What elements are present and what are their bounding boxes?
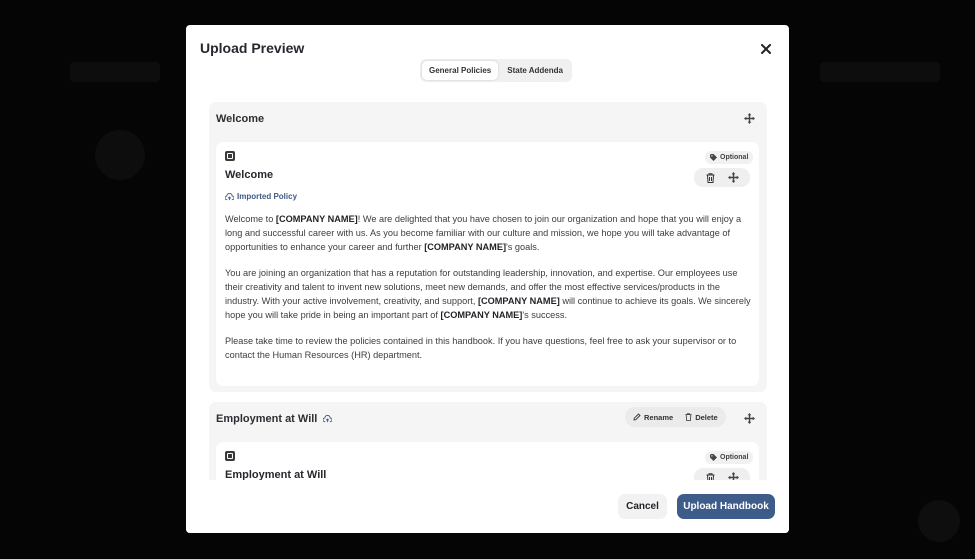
tag-icon [710, 154, 717, 161]
imported-policy-label: Imported Policy [237, 192, 298, 201]
optional-badge [705, 451, 753, 464]
policy-paragraph [225, 266, 751, 322]
paragraph-text: You are joining an organization that has a reputation for outstanding leadership, innovation, and expertise. Our employees use their creativity and talent to invent new solutions, meet new demands, and offer the most effective services/products in the industry. With your active involvement, creativity, and support, [225, 268, 738, 306]
policy-list[interactable] [209, 100, 767, 480]
background-element [70, 62, 160, 82]
policy-card [216, 442, 759, 480]
paragraph-text: 's success. [522, 310, 568, 320]
policy-title: Welcome [225, 169, 274, 181]
paragraph-text: Welcome to [225, 214, 276, 224]
policy-body [225, 212, 751, 374]
cancel-button[interactable]: Cancel [618, 494, 667, 519]
modal-footer [186, 480, 789, 533]
company-name-placeholder: [COMPANY NAME] [440, 310, 523, 320]
cloud-upload-icon [225, 193, 234, 201]
close-icon[interactable] [758, 41, 774, 57]
policy-tools [694, 468, 750, 480]
move-icon[interactable] [742, 111, 756, 125]
tab-general-policies[interactable]: General Policies [422, 61, 498, 80]
tag-icon [710, 454, 717, 461]
imported-policy-link[interactable] [225, 192, 297, 201]
section-title-text: Welcome [216, 113, 265, 125]
optional-badge-label: Optional [720, 454, 749, 461]
section-title [216, 413, 332, 425]
policy-section [209, 402, 767, 480]
company-name-placeholder: [COMPANY NAME] [424, 242, 507, 252]
upload-preview-modal [186, 25, 789, 533]
policy-paragraph [225, 334, 751, 362]
tab-bar [420, 59, 572, 82]
background-element [95, 130, 145, 180]
company-name-placeholder: [COMPANY NAME] [275, 214, 358, 224]
optional-badge-label: Optional [720, 154, 749, 161]
paragraph-text: ! We are delighted that you have chosen to join our organization and hope that you will enjoy a long and successful career with us. As you become familiar with our culture and mission, we hope you will take advantage of opportunities to enhance your career and further [225, 214, 742, 252]
cloud-upload-icon [323, 415, 332, 423]
tab-state-addenda[interactable]: State Addenda [507, 66, 563, 75]
policy-title: Employment at Will [225, 469, 327, 480]
policy-checkbox-icon[interactable] [225, 151, 235, 161]
upload-handbook-button[interactable]: Upload Handbook [677, 494, 775, 519]
policy-paragraph [225, 212, 751, 254]
section-title-text: Employment at Will [216, 413, 318, 425]
background-element [820, 62, 940, 82]
delete-label: Delete [695, 412, 718, 422]
trash-icon[interactable] [704, 471, 718, 481]
delete-button[interactable] [685, 413, 718, 422]
optional-badge [705, 151, 753, 164]
policy-checkbox-icon[interactable] [225, 451, 235, 461]
section-actions [625, 407, 726, 427]
paragraph-text: 's goals. [506, 242, 540, 252]
policy-card [216, 142, 759, 386]
move-icon[interactable] [727, 171, 741, 185]
modal-title: Upload Preview [200, 40, 305, 56]
company-name-placeholder: [COMPANY NAME] [477, 296, 560, 306]
trash-icon [685, 413, 692, 421]
rename-button[interactable] [633, 413, 673, 422]
paragraph-text: Please take time to review the policies contained in this handbook. If you have questions, feel free to ask your supervisor or to contact the Human Resources (HR) department. [225, 336, 737, 360]
background-fab [918, 500, 960, 542]
policy-tools [694, 168, 750, 187]
move-icon[interactable] [727, 471, 741, 481]
move-icon[interactable] [742, 411, 756, 425]
section-title [216, 113, 264, 125]
edit-icon [633, 413, 641, 421]
paragraph-text: will continue to achieve its goals. We sincerely hope you will take pride in being an important part of [225, 296, 751, 320]
rename-label: Rename [644, 412, 674, 422]
policy-section [209, 102, 767, 392]
trash-icon[interactable] [704, 171, 718, 185]
